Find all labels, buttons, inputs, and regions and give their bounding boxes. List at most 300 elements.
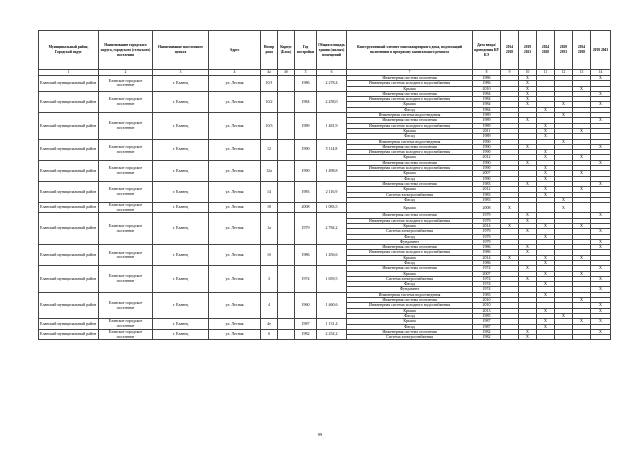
- locality-cell: г. Еланец: [153, 319, 209, 330]
- area-cell: 1 481,9: [317, 113, 347, 139]
- column-number: 12: [555, 70, 573, 76]
- column-header: Общая площадь здания (жилых) помещений: [317, 31, 347, 70]
- column-header: 2034 2038: [573, 31, 591, 70]
- date-cell: 1990: [473, 139, 501, 144]
- build-year-cell: 1984: [295, 91, 317, 112]
- period-mark-cell: X: [555, 313, 573, 318]
- period-mark-cell: X: [591, 276, 611, 281]
- build-year-cell: 1979: [295, 213, 317, 245]
- settlement-cell: Еланское городское поселение: [99, 292, 153, 318]
- column-number: 8: [473, 70, 501, 76]
- building-block-cell: [278, 266, 295, 292]
- period-mark-cell: X: [537, 171, 555, 176]
- period-mark-cell: X: [573, 319, 591, 324]
- date-cell: 1983: [473, 192, 501, 197]
- date-cell: 1984: [473, 107, 501, 112]
- element-cell: Фасад: [347, 176, 473, 181]
- house-number-cell: 10/1: [261, 76, 278, 92]
- period-mark-cell: X: [555, 139, 573, 144]
- column-header: Конструктивный элемент многоквартирного дома, подлежащий включению в программу капитального ремонта: [347, 31, 473, 70]
- settlement-cell: Еланское городское поселение: [99, 91, 153, 112]
- district-cell: Еланский муниципальный район: [39, 113, 99, 139]
- date-cell: 1987: [473, 324, 501, 329]
- house-number-cell: 4: [261, 292, 278, 318]
- settlement-cell: Еланское городское поселение: [99, 266, 153, 292]
- period-mark-cell: X: [519, 266, 537, 271]
- column-number: 4: [209, 70, 261, 76]
- element-cell: Крыша: [347, 171, 473, 176]
- period-mark-cell: X: [537, 292, 555, 297]
- period-mark-cell: X: [519, 181, 537, 186]
- element-cell: Инженерная система отопления: [347, 160, 473, 165]
- element-cell: Фасад: [347, 324, 473, 329]
- period-mark-cell: [573, 203, 591, 213]
- date-cell: 2013: [473, 308, 501, 313]
- date-cell: 1984: [473, 91, 501, 96]
- date-cell: 1986: [473, 245, 501, 250]
- period-mark-cell: X: [591, 91, 611, 96]
- column-header: Муниципальный район, Городской округ: [39, 31, 99, 70]
- settlement-cell: Еланское городское поселение: [99, 181, 153, 202]
- district-cell: Еланский муниципальный район: [39, 266, 99, 292]
- element-cell: Инженерная система холодного водоснабжения: [347, 81, 473, 86]
- period-mark-cell: X: [537, 223, 555, 228]
- column-header: 2019 2023: [519, 31, 537, 70]
- house-number-cell: 14: [261, 181, 278, 202]
- date-cell: 1989: [473, 134, 501, 139]
- area-cell: 2 258,0: [317, 91, 347, 112]
- period-mark-cell: X: [591, 229, 611, 234]
- column-number: 5: [295, 70, 317, 76]
- locality-cell: г. Еланец: [153, 245, 209, 266]
- locality-cell: г. Еланец: [153, 181, 209, 202]
- date-cell: 1979: [473, 213, 501, 218]
- period-mark-cell: [519, 203, 537, 213]
- period-mark-cell: [537, 203, 555, 213]
- building-block-cell: [278, 139, 295, 160]
- area-cell: 1 659,5: [317, 266, 347, 292]
- period-mark-cell: X: [537, 255, 555, 260]
- element-cell: Система электроснабжения: [347, 192, 473, 197]
- period-mark-cell: X: [591, 181, 611, 186]
- period-mark-cell: X: [537, 187, 555, 192]
- table-body: [39, 70, 611, 340]
- locality-cell: г. Еланец: [153, 203, 209, 213]
- area-cell: 2 254,2: [317, 329, 347, 340]
- element-cell: Фасад: [347, 282, 473, 287]
- element-cell: Инженерная система холодного водоснабжения: [347, 166, 473, 171]
- date-cell: 1974: [473, 282, 501, 287]
- period-mark-cell: X: [591, 266, 611, 271]
- element-cell: Крыша: [347, 308, 473, 313]
- period-mark-cell: X: [519, 218, 537, 223]
- date-cell: 1979: [473, 234, 501, 239]
- element-cell: Крыша: [347, 255, 473, 260]
- element-cell: Инженерная система отопления: [347, 298, 473, 303]
- building-block-cell: [278, 245, 295, 266]
- period-mark-cell: X: [573, 255, 591, 260]
- table-row: [39, 203, 611, 213]
- element-cell: Крыша: [347, 203, 473, 213]
- column-header: Год постройки: [295, 31, 317, 70]
- column-number: 2: [99, 70, 153, 76]
- period-mark-cell: X: [519, 97, 537, 102]
- district-cell: Еланский муниципальный район: [39, 91, 99, 112]
- column-header: 2029 2033: [555, 31, 573, 70]
- period-mark-cell: X: [519, 118, 537, 123]
- date-cell: 1983: [473, 197, 501, 202]
- area-cell: 1 498,8: [317, 160, 347, 181]
- building-block-cell: [278, 76, 295, 92]
- capital-repair-table: [38, 30, 611, 340]
- building-block-cell: [278, 329, 295, 340]
- element-cell: Крыша: [347, 319, 473, 324]
- element-cell: Инженерная система холодного водоснабжения: [347, 250, 473, 255]
- house-number-cell: 1а: [261, 213, 278, 245]
- area-cell: 1 083,5: [317, 203, 347, 213]
- element-cell: Инженерная система холодного водоснабжения: [347, 218, 473, 223]
- build-year-cell: 1989: [295, 113, 317, 139]
- period-mark-cell: [555, 335, 573, 340]
- building-block-cell: [278, 181, 295, 202]
- district-cell: Еланский муниципальный район: [39, 319, 99, 330]
- date-cell: 1989: [473, 118, 501, 123]
- date-cell: 1986: [473, 260, 501, 265]
- locality-cell: г. Еланец: [153, 266, 209, 292]
- period-mark-cell: X: [573, 128, 591, 133]
- date-cell: 1990: [473, 150, 501, 155]
- element-cell: Система электроснабжения: [347, 276, 473, 281]
- building-block-cell: [278, 319, 295, 330]
- element-cell: Крыша: [347, 187, 473, 192]
- period-mark-cell: X: [555, 102, 573, 107]
- period-mark-cell: [591, 335, 611, 340]
- date-cell: 1984: [473, 102, 501, 107]
- element-cell: Фасад: [347, 313, 473, 318]
- building-block-cell: [278, 160, 295, 181]
- period-mark-cell: X: [537, 166, 555, 171]
- date-cell: 1985: [473, 313, 501, 318]
- district-cell: Еланский муниципальный район: [39, 213, 99, 245]
- element-cell: Крыша: [347, 86, 473, 91]
- area-cell: 1 131,4: [317, 319, 347, 330]
- date-cell: 1979: [473, 229, 501, 234]
- period-mark-cell: X: [537, 192, 555, 197]
- period-mark-cell: X: [573, 298, 591, 303]
- date-cell: 2010: [473, 298, 501, 303]
- district-cell: Еланский муниципальный район: [39, 292, 99, 318]
- date-cell: 2010: [473, 303, 501, 308]
- date-cell: 1990: [473, 160, 501, 165]
- element-cell: Инженерная система отопления: [347, 118, 473, 123]
- column-header: 2039 2043: [591, 31, 611, 70]
- period-mark-cell: X: [519, 160, 537, 165]
- date-cell: 2011: [473, 128, 501, 133]
- date-cell: 1989: [473, 123, 501, 128]
- element-cell: Крыша: [347, 102, 473, 107]
- element-cell: Инженерная система отопления: [347, 91, 473, 96]
- period-mark-cell: X: [537, 308, 555, 313]
- house-number-cell: 12: [261, 139, 278, 160]
- element-cell: Крыша: [347, 223, 473, 228]
- period-mark-cell: X: [501, 203, 519, 213]
- locality-cell: г. Еланец: [153, 329, 209, 340]
- column-number: 9: [501, 70, 519, 76]
- period-mark-cell: X: [591, 160, 611, 165]
- area-cell: 2 278,4: [317, 76, 347, 92]
- period-mark-cell: X: [537, 155, 555, 160]
- period-mark-cell: X: [501, 255, 519, 260]
- period-mark-cell: X: [537, 319, 555, 324]
- period-mark-cell: X: [555, 197, 573, 202]
- column-header: 2014 2018: [501, 31, 519, 70]
- period-mark-cell: X: [591, 287, 611, 292]
- element-cell: Крыша: [347, 271, 473, 276]
- column-number: 11: [537, 70, 555, 76]
- street-cell: ул. Лесная: [209, 292, 261, 318]
- date-cell: 1983: [473, 181, 501, 186]
- date-cell: 2012: [473, 155, 501, 160]
- street-cell: ул. Лесная: [209, 91, 261, 112]
- period-mark-cell: X: [573, 155, 591, 160]
- period-mark-cell: X: [519, 229, 537, 234]
- period-mark-cell: X: [537, 150, 555, 155]
- period-mark-cell: X: [537, 176, 555, 181]
- settlement-cell: Еланское городское поселение: [99, 113, 153, 139]
- street-cell: ул. Лесная: [209, 319, 261, 330]
- date-cell: 1982: [473, 329, 501, 334]
- period-mark-cell: X: [537, 128, 555, 133]
- period-mark-cell: X: [519, 335, 537, 340]
- street-cell: ул. Лесная: [209, 266, 261, 292]
- element-cell: Система электроснабжения: [347, 229, 473, 234]
- page-number: 99: [317, 432, 323, 437]
- date-cell: 1987: [473, 319, 501, 324]
- street-cell: ул. Лесная: [209, 203, 261, 213]
- element-cell: Фасад: [347, 107, 473, 112]
- column-number: 4б: [278, 70, 295, 76]
- building-block-cell: [278, 213, 295, 245]
- date-cell: 1974: [473, 287, 501, 292]
- period-mark-cell: X: [537, 260, 555, 265]
- element-cell: Инженерная система отопления: [347, 329, 473, 334]
- period-mark-cell: [537, 335, 555, 340]
- settlement-cell: Еланское городское поселение: [99, 203, 153, 213]
- period-mark-cell: X: [591, 144, 611, 149]
- period-mark-cell: X: [519, 144, 537, 149]
- build-year-cell: 2008: [295, 203, 317, 213]
- element-cell: Фундамент: [347, 239, 473, 244]
- period-mark-cell: X: [519, 76, 537, 81]
- street-cell: ул. Лесная: [209, 329, 261, 340]
- period-mark-cell: X: [591, 303, 611, 308]
- element-cell: Инженерная система холодного водоснабжения: [347, 97, 473, 102]
- column-number: 7: [347, 70, 473, 76]
- locality-cell: г. Еланец: [153, 292, 209, 318]
- build-year-cell: 1974: [295, 266, 317, 292]
- street-cell: ул. Лесная: [209, 139, 261, 160]
- period-mark-cell: X: [591, 329, 611, 334]
- period-mark-cell: X: [591, 118, 611, 123]
- column-number: 1: [39, 70, 99, 76]
- date-cell: 1979: [473, 239, 501, 244]
- period-mark-cell: X: [537, 234, 555, 239]
- build-year-cell: 1986: [295, 245, 317, 266]
- building-block-cell: [278, 113, 295, 139]
- element-cell: Фасад: [347, 260, 473, 265]
- period-mark-cell: X: [573, 171, 591, 176]
- period-mark-cell: X: [537, 282, 555, 287]
- date-cell: 2007: [473, 171, 501, 176]
- period-mark-cell: [501, 335, 519, 340]
- street-cell: ул. Лесная: [209, 113, 261, 139]
- area-cell: 2 116,9: [317, 181, 347, 202]
- element-cell: Крыша: [347, 128, 473, 133]
- period-mark-cell: X: [591, 319, 611, 324]
- element-cell: Фундамент: [347, 287, 473, 292]
- element-cell: Фасад: [347, 234, 473, 239]
- street-cell: ул. Лесная: [209, 245, 261, 266]
- build-year-cell: 1990: [295, 160, 317, 181]
- build-year-cell: 1960: [295, 292, 317, 318]
- date-cell: 1989: [473, 113, 501, 118]
- element-cell: Инженерная система водоотведения: [347, 113, 473, 118]
- period-mark-cell: X: [537, 271, 555, 276]
- settlement-cell: Еланское городское поселение: [99, 245, 153, 266]
- date-cell: 1990: [473, 144, 501, 149]
- locality-cell: г. Еланец: [153, 113, 209, 139]
- period-mark-cell: X: [501, 223, 519, 228]
- date-cell: 1983: [473, 292, 501, 297]
- build-year-cell: 1987: [295, 319, 317, 330]
- build-year-cell: 1983: [295, 181, 317, 202]
- area-cell: 2 784,2: [317, 213, 347, 245]
- district-cell: Еланский муниципальный район: [39, 160, 99, 181]
- locality-cell: г. Еланец: [153, 91, 209, 112]
- locality-cell: г. Еланец: [153, 139, 209, 160]
- settlement-cell: Еланское городское поселение: [99, 160, 153, 181]
- district-cell: Еланский муниципальный район: [39, 245, 99, 266]
- period-mark-cell: X: [537, 123, 555, 128]
- date-cell: 2012: [473, 187, 501, 192]
- period-mark-cell: X: [573, 271, 591, 276]
- date-cell: 2007: [473, 271, 501, 276]
- settlement-cell: Еланское городское поселение: [99, 213, 153, 245]
- date-cell: 2014: [473, 223, 501, 228]
- date-cell: 1986: [473, 76, 501, 81]
- period-mark-cell: X: [591, 245, 611, 250]
- period-mark-cell: X: [537, 107, 555, 112]
- period-mark-cell: X: [573, 86, 591, 91]
- date-cell: 1982: [473, 335, 501, 340]
- district-cell: Еланский муниципальный район: [39, 203, 99, 213]
- build-year-cell: 1986: [295, 76, 317, 92]
- element-cell: Инженерная система холодного водоснабжения: [347, 123, 473, 128]
- period-mark-cell: X: [555, 203, 573, 213]
- locality-cell: г. Еланец: [153, 213, 209, 245]
- street-cell: ул. Лесная: [209, 76, 261, 92]
- date-cell: 1990: [473, 166, 501, 171]
- house-number-cell: 10/3: [261, 113, 278, 139]
- area-cell: 1 460,6: [317, 292, 347, 318]
- period-mark-cell: X: [555, 113, 573, 118]
- column-header: Адрес: [209, 31, 261, 70]
- date-cell: 1986: [473, 81, 501, 86]
- column-number: 4а: [261, 70, 278, 76]
- district-cell: Еланский муниципальный район: [39, 329, 99, 340]
- area-cell: 5 114,8: [317, 139, 347, 160]
- period-mark-cell: X: [519, 250, 537, 255]
- element-cell: Инженерная система отопления: [347, 76, 473, 81]
- period-mark-cell: X: [519, 329, 537, 334]
- date-cell: 2014: [473, 255, 501, 260]
- district-cell: Еланский муниципальный район: [39, 76, 99, 92]
- period-mark-cell: X: [573, 187, 591, 192]
- element-cell: Крыша: [347, 155, 473, 160]
- period-mark-cell: X: [591, 213, 611, 218]
- element-cell: Система электроснабжения: [347, 335, 473, 340]
- street-cell: ул. Лесная: [209, 213, 261, 245]
- element-cell: Инженерная система отопления: [347, 266, 473, 271]
- period-mark-cell: [591, 203, 611, 213]
- district-cell: Еланский муниципальный район: [39, 139, 99, 160]
- element-cell: Инженерная система отопления: [347, 213, 473, 218]
- period-mark-cell: X: [591, 76, 611, 81]
- period-mark-cell: X: [591, 102, 611, 107]
- element-cell: Фасад: [347, 197, 473, 202]
- district-cell: Еланский муниципальный район: [39, 181, 99, 202]
- building-block-cell: [278, 292, 295, 318]
- build-year-cell: 1990: [295, 139, 317, 160]
- element-cell: Инженерная система отопления: [347, 181, 473, 186]
- period-mark-cell: X: [519, 276, 537, 281]
- column-number: 3: [153, 70, 209, 76]
- period-mark-cell: X: [519, 102, 537, 107]
- column-header: Номер дома: [261, 31, 278, 70]
- settlement-cell: Еланское городское поселение: [99, 329, 153, 340]
- period-mark-cell: X: [537, 134, 555, 139]
- element-cell: Инженерная система холодного водоснабжения: [347, 150, 473, 155]
- settlement-cell: Еланское городское поселение: [99, 139, 153, 160]
- house-number-cell: 10/2: [261, 91, 278, 112]
- period-mark-cell: X: [519, 86, 537, 91]
- area-cell: 1 456,6: [317, 245, 347, 266]
- street-cell: ул. Лесная: [209, 181, 261, 202]
- column-header: 2024 2028: [537, 31, 555, 70]
- house-number-cell: 6: [261, 329, 278, 340]
- element-cell: Фасад: [347, 134, 473, 139]
- house-number-cell: 3: [261, 266, 278, 292]
- element-cell: Инженерная система водоотведения: [347, 292, 473, 297]
- period-mark-cell: X: [519, 91, 537, 96]
- column-header: Наименование городского округа, городского (сельского) поселения: [99, 31, 153, 70]
- period-mark-cell: X: [591, 239, 611, 244]
- column-number: 14: [591, 70, 611, 76]
- period-mark-cell: X: [519, 81, 537, 86]
- column-number: 13: [573, 70, 591, 76]
- column-header: Наименование населенного пункта: [153, 31, 209, 70]
- column-header: Корпус (Блок): [278, 31, 295, 70]
- element-cell: Инженерная система водоотведения: [347, 139, 473, 144]
- settlement-cell: Еланское городское поселение: [99, 319, 153, 330]
- element-cell: Инженерная система холодного водоснабжения: [347, 303, 473, 308]
- period-mark-cell: X: [591, 308, 611, 313]
- date-cell: 1986: [473, 250, 501, 255]
- date-cell: 1984: [473, 97, 501, 102]
- locality-cell: г. Еланец: [153, 160, 209, 181]
- date-cell: 1974: [473, 276, 501, 281]
- build-year-cell: 1982: [295, 329, 317, 340]
